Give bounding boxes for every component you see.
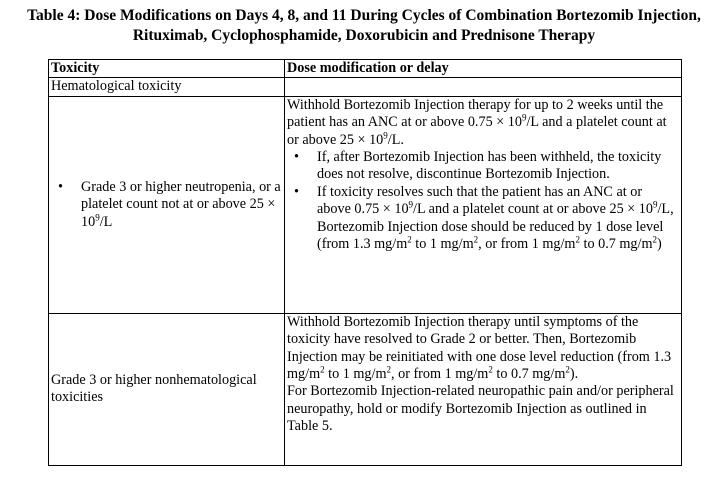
toxicity-list-item: • Grade 3 or higher neutropenia, or a platelet count not at or above $25 \times 10^9/L$ xyxy=(58,178,281,230)
table-header-row xyxy=(49,60,682,78)
modification-text: Withhold Bortezomib Injection therapy until symptoms of the toxicity have resolved to Grade 2 or better. Then, Bortezomib Injection may be reinitiated with one dose level reduction (from 1.3 $mg/m^2$ to 1 $mg/m^2$, or from 1 $mg/m^2$ to 0.7 $mg/m^2$). xyxy=(287,313,672,383)
bullet-icon: • xyxy=(294,149,299,166)
dose-modifications-table xyxy=(48,59,682,466)
section-label-hematological: Hematological toxicity xyxy=(49,78,285,96)
table-title xyxy=(0,6,728,46)
header-toxicity: Toxicity xyxy=(49,60,285,78)
table-title-line-2: Rituximab, Cyclophosphamide, Doxorubicin and Prednisone Therapy xyxy=(132,27,596,44)
modification-bullet-list xyxy=(287,149,679,253)
section-row-hematological xyxy=(49,78,682,96)
bullet-icon: • xyxy=(294,183,299,200)
table-row xyxy=(49,313,682,465)
modification-intro: Withhold Bortezomib Injection therapy for up to 2 weeks until the patient has an ANC at or above $0.75 \times 10^9/L$ and a platelet count at or above $25 \times 10^9/L$. xyxy=(287,96,667,148)
modification-bullet-item: • If, after Bortezomib Injection has been withheld, the toxicity does not resolve, discontinue Bortezomib Injection. xyxy=(294,149,662,183)
header-dose-modification: Dose modification or delay xyxy=(285,60,682,78)
dose-modification-cell xyxy=(285,96,682,313)
table-row xyxy=(49,96,682,313)
toxicity-list xyxy=(51,179,282,231)
modification-bullet-item: • If toxicity resolves such that the patient has an ANC at or above $0.75 \times 10^9/L$ and a platelet count at or above $25 \times 10^9/L$, Bortezomib Injection dose should be reduced by 1 dose level (from 1.3 $mg/m^2$ to 1 $mg/m^2$, or from 1 $mg/m^2$ to 0.7 $mg/m^2$) xyxy=(294,183,674,253)
toxicity-cell: Grade 3 or higher nonhematological toxicities xyxy=(49,313,285,465)
neuropathy-note: For Bortezomib Injection-related neuropathic pain and/or peripheral neuropathy, hold or modify Bortezomib Injection as outlined in Table 5. xyxy=(287,383,674,435)
toxicity-cell xyxy=(49,96,285,313)
dose-modification-cell xyxy=(285,313,682,465)
section-empty-cell xyxy=(285,78,682,96)
bullet-icon: • xyxy=(58,178,63,195)
table-title-line-1: Table 4: Dose Modifications on Days 4, 8, and 11 During Cycles of Combination Bortezomib Injection, xyxy=(27,7,701,24)
